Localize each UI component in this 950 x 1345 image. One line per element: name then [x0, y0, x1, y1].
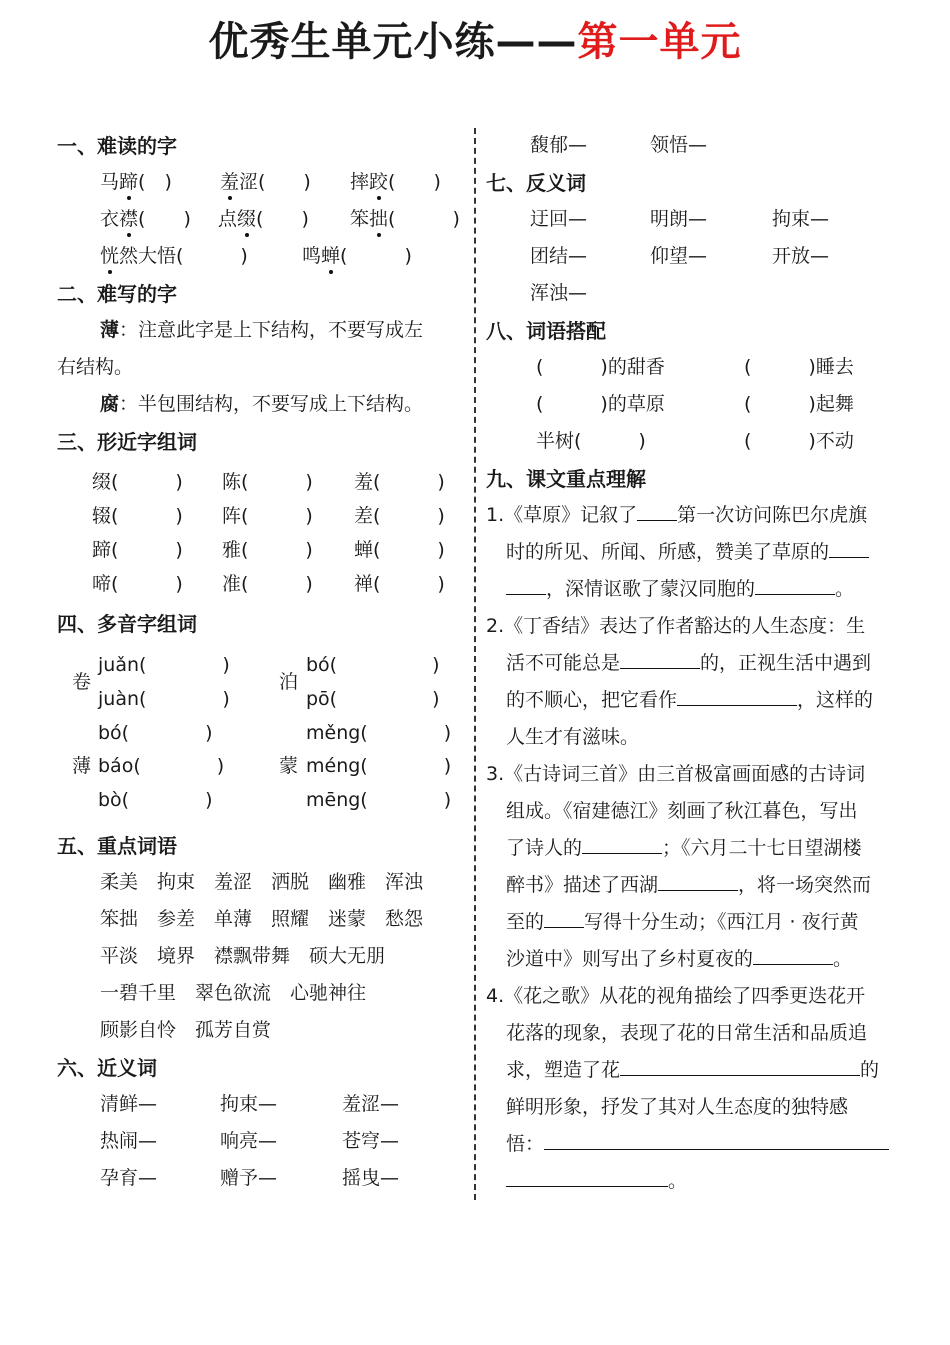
- text: 沙道中》则写出了乡村夏夜的: [506, 948, 754, 970]
- polyphone-item: báo( ): [98, 755, 225, 777]
- q2-line4: 人生才有滋味。: [506, 726, 640, 748]
- text: 求，塑造了花: [506, 1059, 621, 1081]
- text: ( ): [340, 245, 412, 267]
- antonym-item: 团结—: [530, 245, 588, 267]
- column-divider: [474, 128, 476, 1200]
- text: ：半包围结构，不要写成上下结构。: [119, 393, 424, 415]
- text: 醉书》描述了西湖: [506, 874, 659, 896]
- polyphone-item: pō( ): [306, 688, 440, 710]
- polyphone-item: bó( ): [306, 654, 440, 676]
- q3-line2: 组成。《宿建德江》刻画了秋江暮色，写出: [506, 800, 858, 822]
- q1-line3: [506, 574, 854, 601]
- word-row: 笨拙 参差 单薄 照耀 迷蒙 愁怨: [100, 908, 424, 930]
- synonym-item: 清鲜—: [100, 1093, 158, 1115]
- similar-char-item: 阵( ): [222, 505, 313, 527]
- polyphone-bo: 泊: [279, 671, 299, 693]
- text: ；《六月二十七日望湖楼: [662, 837, 862, 859]
- text: 的，正视生活中遇到: [700, 652, 872, 674]
- polyphone-item: juǎn( ): [98, 654, 230, 676]
- similar-char-item: 啼( ): [92, 573, 183, 595]
- synonym-item: 孕育—: [100, 1167, 158, 1189]
- dotted-char: 拙: [369, 208, 389, 230]
- answer-blank[interactable]: [506, 1168, 668, 1187]
- answer-blank[interactable]: [544, 909, 584, 928]
- similar-char-item: 差( ): [354, 505, 445, 527]
- text: 鸣: [302, 245, 322, 267]
- collocation-item: ( )睡去: [744, 356, 854, 378]
- answer-blank[interactable]: [677, 687, 797, 706]
- text: 至的: [506, 911, 545, 933]
- text: 涩( ): [239, 171, 311, 193]
- synonym-item: 摇曳—: [342, 1167, 400, 1189]
- section-9-heading: 九、课文重点理解: [486, 467, 646, 491]
- q3-line3: [506, 833, 862, 860]
- text: ：注意此字是上下结构，不要写成左: [119, 319, 424, 341]
- answer-blank[interactable]: [506, 576, 546, 595]
- q3-line1: 3.《古诗词三首》由三首极富画面感的古诗词: [486, 763, 866, 785]
- polyphone-item: bò( ): [98, 789, 213, 811]
- dotted-char: 羞: [220, 171, 240, 193]
- polyphone-meng: 蒙: [279, 755, 299, 777]
- text: 写得十分生动；《西江月 · 夜行黄: [584, 911, 859, 933]
- text: ( ): [138, 208, 191, 230]
- answer-blank[interactable]: [637, 502, 677, 521]
- dotted-char: 蝉: [321, 245, 341, 267]
- keyword-fu: 腐: [100, 393, 120, 415]
- hard-to-read-word: [100, 204, 191, 231]
- answer-blank[interactable]: [620, 650, 700, 669]
- synonym-item: 苍穹—: [342, 1130, 400, 1152]
- synonym-item: 拘束—: [220, 1093, 278, 1115]
- page-title: [0, 10, 950, 67]
- q1-line1: [486, 500, 867, 527]
- section-8-heading: 八、词语搭配: [486, 319, 606, 343]
- dotted-char: 缀: [237, 208, 257, 230]
- antonym-item: 明朗—: [650, 208, 708, 230]
- title-unit: 第一单元: [577, 19, 742, 65]
- text: 衣: [100, 208, 120, 230]
- dotted-char: 恍: [100, 245, 120, 267]
- section-3-heading: 三、形近字组词: [57, 430, 197, 454]
- word-row: 平淡 境界 襟飘带舞 硕大无朋: [100, 945, 386, 967]
- text: ( ): [388, 208, 460, 230]
- synonym-item: 赠予—: [220, 1167, 278, 1189]
- similar-char-item: 准( ): [222, 573, 313, 595]
- hard-to-read-word: [100, 167, 172, 194]
- similar-char-item: 羞( ): [354, 471, 445, 493]
- section-6-heading: 六、近义词: [57, 1056, 157, 1080]
- q3-line4: [506, 870, 871, 897]
- text: ( ): [138, 171, 172, 193]
- collocation-item: ( )的草原: [536, 393, 665, 415]
- text: 活不可能总是: [506, 652, 621, 674]
- text: 点: [218, 208, 238, 230]
- text: 的: [860, 1059, 880, 1081]
- q2-line2: [506, 648, 871, 675]
- polyphone-item: juàn( ): [98, 688, 230, 710]
- polyphone-item: méng( ): [306, 755, 452, 777]
- text: ( ): [256, 208, 309, 230]
- polyphone-item: mēng( ): [306, 789, 452, 811]
- text: ，将一场突然而: [738, 874, 872, 896]
- section-2-line3: [100, 389, 423, 416]
- similar-char-item: 缀( ): [92, 471, 183, 493]
- text: 马: [100, 171, 120, 193]
- text: 笨: [350, 208, 370, 230]
- hard-to-read-word: [220, 167, 311, 194]
- text: 1.《草原》记叙了: [486, 504, 638, 526]
- q2-line3: [506, 685, 873, 712]
- section-2-line1: [100, 315, 423, 342]
- similar-char-item: 蝉( ): [354, 539, 445, 561]
- text: ，这样的: [797, 689, 874, 711]
- text: 悟：: [506, 1133, 545, 1155]
- similar-char-item: 蹄( ): [92, 539, 183, 561]
- text: 了诗人的: [506, 837, 583, 859]
- answer-blank[interactable]: [544, 1131, 889, 1150]
- antonym-item: 仰望—: [650, 245, 708, 267]
- q4-line3: [506, 1055, 879, 1082]
- q3-line5: [506, 907, 859, 934]
- similar-char-item: 辍( ): [92, 505, 183, 527]
- similar-char-item: 陈( ): [222, 471, 313, 493]
- synonym-item: 响亮—: [220, 1130, 278, 1152]
- collocation-item: 半树( ): [536, 430, 646, 452]
- section-7-heading: 七、反义词: [486, 171, 586, 195]
- word-row: 柔美 拘束 羞涩 洒脱 幽雅 浑浊: [100, 871, 424, 893]
- dotted-char: 跤: [369, 171, 389, 193]
- text: 。: [835, 578, 855, 600]
- q4-line5: [506, 1129, 889, 1156]
- synonym-item: 热闹—: [100, 1130, 158, 1152]
- section-1-heading: 一、难读的字: [57, 134, 177, 158]
- text: 然大悟( ): [119, 245, 248, 267]
- hard-to-read-word: [350, 204, 460, 231]
- answer-blank[interactable]: [582, 835, 662, 854]
- synonym-item: 羞涩—: [342, 1093, 400, 1115]
- text: 第一次访问陈巴尔虎旗: [677, 504, 868, 526]
- answer-blank[interactable]: [620, 1057, 860, 1076]
- q2-line1: 2.《丁香结》表达了作者豁达的人生态度：生: [486, 615, 866, 637]
- collocation-item: ( )起舞: [744, 393, 854, 415]
- polyphone-item: měng( ): [306, 722, 452, 744]
- collocation-item: ( )的甜香: [536, 356, 665, 378]
- q4-line1: 4.《花之歌》从花的视角描绘了四季更迭花开: [486, 985, 866, 1007]
- text: ，深情讴歌了蒙汉同胞的: [546, 578, 756, 600]
- section-4-heading: 四、多音字组词: [57, 612, 197, 636]
- answer-blank[interactable]: [755, 576, 835, 595]
- keyword-bao: 薄: [100, 319, 120, 341]
- text: 。: [833, 948, 853, 970]
- similar-char-item: 雅( ): [222, 539, 313, 561]
- q4-line4: 鲜明形象，抒发了其对人生态度的独特感: [506, 1096, 849, 1118]
- word-row: 一碧千里 翠色欲流 心驰神往: [100, 982, 367, 1004]
- synonym-item: 领悟—: [650, 134, 708, 156]
- hard-to-read-word: [350, 167, 441, 194]
- answer-blank[interactable]: [829, 539, 869, 558]
- q3-line6: [506, 944, 852, 971]
- antonym-item: 浑浊—: [530, 282, 588, 304]
- antonym-item: 拘束—: [772, 208, 830, 230]
- collocation-item: ( )不动: [744, 430, 854, 452]
- polyphone-bao: 薄: [72, 755, 92, 777]
- hard-to-read-word: [302, 241, 412, 268]
- antonym-item: 开放—: [772, 245, 830, 267]
- hard-to-read-word: [100, 241, 248, 268]
- similar-char-item: 禅( ): [354, 573, 445, 595]
- section-5-heading: 五、重点词语: [57, 834, 177, 858]
- antonym-item: 迂回—: [530, 208, 588, 230]
- dotted-char: 襟: [119, 208, 139, 230]
- word-row: 顾影自怜 孤芳自赏: [100, 1019, 272, 1041]
- polyphone-juan: 卷: [72, 671, 92, 693]
- text: 的不顺心，把它看作: [506, 689, 678, 711]
- section-2-heading: 二、难写的字: [57, 282, 177, 306]
- hard-to-read-word: [218, 204, 309, 231]
- dotted-char: 蹄: [119, 171, 139, 193]
- text: 摔: [350, 171, 370, 193]
- section-2-line2: 右结构。: [57, 356, 134, 378]
- text: 。: [668, 1170, 688, 1192]
- title-main: 优秀生单元小练——: [208, 19, 578, 65]
- q4-line6: [506, 1166, 687, 1193]
- answer-blank[interactable]: [658, 872, 738, 891]
- q1-line2: [506, 537, 869, 564]
- answer-blank[interactable]: [753, 946, 833, 965]
- text: 时的所见、所闻、所感，赞美了草原的: [506, 541, 830, 563]
- text: ( ): [388, 171, 441, 193]
- synonym-item: 馥郁—: [530, 134, 588, 156]
- polyphone-item: bó( ): [98, 722, 213, 744]
- q4-line2: 花落的现象，表现了花的日常生活和品质追: [506, 1022, 868, 1044]
